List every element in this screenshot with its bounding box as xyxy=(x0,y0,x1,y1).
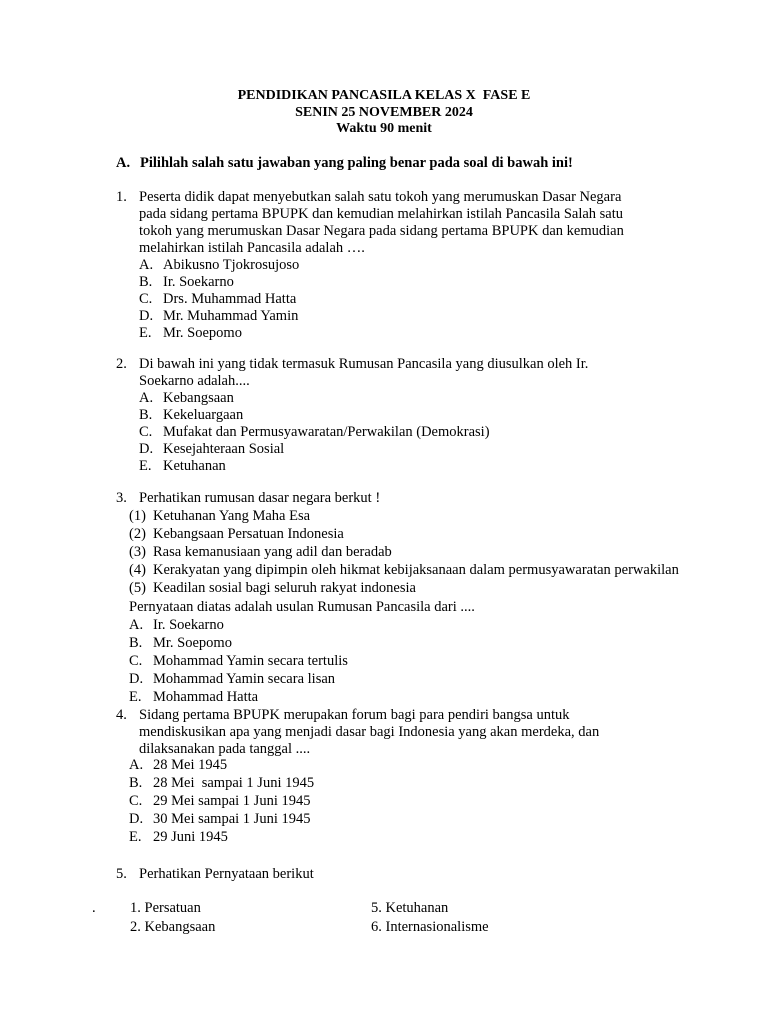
question-statement: Pernyataan diatas adalah usulan Rumusan Pancasila dari .... xyxy=(129,599,475,615)
option-a xyxy=(139,257,736,274)
question-text xyxy=(139,189,736,342)
option-letter: B. xyxy=(139,274,153,290)
question-4 xyxy=(116,707,736,758)
option-text: Mohammad Hatta xyxy=(153,689,259,705)
question-number: 4. xyxy=(116,707,127,723)
option-text: Kesejahteraan Sosial xyxy=(163,441,285,457)
option-text: Mr. Soepomo xyxy=(153,635,232,651)
option-list xyxy=(139,390,736,475)
question-2 xyxy=(116,356,736,475)
question-line: tokoh yang merumuskan Dasar Negara pada sidang pertama BPUPK dan kemudian xyxy=(139,223,624,239)
option-text: 28 Mei sampai 1 Juni 1945 xyxy=(153,775,315,791)
option-text: Drs. Muhammad Hatta xyxy=(163,291,297,307)
option-text: 30 Mei sampai 1 Juni 1945 xyxy=(153,811,311,827)
question-line: Sidang pertama BPUPK merupakan forum bagi para pendiri bangsa untuk xyxy=(139,707,570,723)
question-number: 3. xyxy=(116,490,127,506)
option-b xyxy=(139,407,736,424)
formula-number: (4) xyxy=(129,562,146,578)
formula-number: (5) xyxy=(129,580,146,596)
statement-item: 1. Persatuan xyxy=(130,900,201,916)
formula-text: Ketuhanan Yang Maha Esa xyxy=(153,508,311,524)
stray-marker: . xyxy=(92,900,96,916)
option-text: 29 Juni 1945 xyxy=(153,829,228,845)
option-letter: A. xyxy=(139,390,154,406)
option-letter: C. xyxy=(139,424,153,440)
exam-title: PENDIDIKAN PANCASILA KELAS X FASE E xyxy=(237,88,531,103)
question-number: 1. xyxy=(116,189,127,205)
question-1 xyxy=(116,189,736,342)
option-b xyxy=(139,274,736,291)
option-text: Mohammad Yamin secara tertulis xyxy=(153,653,348,669)
question-line: Peserta didik dapat menyebutkan salah satu tokoh yang merumuskan Dasar Negara xyxy=(139,189,622,205)
option-text: Mr. Muhammad Yamin xyxy=(163,308,299,324)
option-letter: A. xyxy=(129,617,144,633)
option-text: Mr. Soepomo xyxy=(163,325,242,341)
question-line: Soekarno adalah.... xyxy=(139,373,250,389)
option-text: 29 Mei sampai 1 Juni 1945 xyxy=(153,793,311,809)
option-letter: E. xyxy=(139,458,152,474)
question-text xyxy=(139,707,736,758)
option-letter: B. xyxy=(129,775,143,791)
option-letter: D. xyxy=(139,308,154,324)
option-letter: D. xyxy=(129,671,144,687)
statement-item: 5. Ketuhanan xyxy=(371,900,449,916)
statement-list-right xyxy=(371,900,489,938)
question-3 xyxy=(116,490,736,507)
option-letter: E. xyxy=(139,325,152,341)
question-number: 2. xyxy=(116,356,127,372)
formula-number: (3) xyxy=(129,544,146,560)
option-letter: B. xyxy=(129,635,143,651)
section-text: Pilihlah salah satu jawaban yang paling benar pada soal di bawah ini! xyxy=(140,155,573,171)
option-a xyxy=(139,390,736,407)
option-text: Ketuhanan xyxy=(163,458,226,474)
question-line: pada sidang pertama BPUPK dan kemudian melahirkan istilah Pancasila Salah satu xyxy=(139,206,624,222)
question-text xyxy=(139,356,736,475)
statement-list-left xyxy=(130,900,215,938)
question-line: dilaksanakan pada tanggal .... xyxy=(139,741,311,757)
option-letter: C. xyxy=(129,653,143,669)
option-e xyxy=(139,325,736,342)
section-label: A. xyxy=(116,155,131,171)
option-letter: C. xyxy=(129,793,143,809)
option-text: Ir. Soekarno xyxy=(153,617,224,633)
option-letter: E. xyxy=(129,689,142,705)
option-text: Ir. Soekarno xyxy=(163,274,234,290)
option-list xyxy=(139,257,736,342)
option-c xyxy=(139,424,736,441)
option-d xyxy=(139,308,736,325)
formula-text: Keadilan sosial bagi seluruh rakyat indonesia xyxy=(153,580,416,596)
statement-item: 2. Kebangsaan xyxy=(130,919,216,935)
section-instruction xyxy=(116,155,573,172)
option-text: Mohammad Yamin secara lisan xyxy=(153,671,336,687)
statement-item: 6. Internasionalisme xyxy=(371,919,489,935)
formula-text: Rasa kemanusiaan yang adil dan beradab xyxy=(153,544,392,560)
question-line: melahirkan istilah Pancasila adalah …. xyxy=(139,240,365,256)
exam-date: SENIN 25 NOVEMBER 2024 xyxy=(295,104,473,120)
option-letter: E. xyxy=(129,829,142,845)
option-letter: A. xyxy=(129,757,144,773)
formula-text: Kebangsaan Persatuan Indonesia xyxy=(153,526,344,542)
question-text: Perhatikan rumusan dasar negara berkut ! xyxy=(139,490,381,506)
option-letter: D. xyxy=(139,441,154,457)
question-line: Di bawah ini yang tidak termasuk Rumusan Pancasila yang diusulkan oleh Ir. xyxy=(139,356,589,372)
option-e xyxy=(139,458,736,475)
option-text: Kekeluargaan xyxy=(163,407,244,423)
option-letter: A. xyxy=(139,257,154,273)
question-text: Perhatikan Pernyataan berikut xyxy=(139,866,314,882)
exam-header xyxy=(0,88,768,138)
option-text: 28 Mei 1945 xyxy=(153,757,228,773)
formula-number: (2) xyxy=(129,526,146,542)
option-text: Abikusno Tjokrosujoso xyxy=(163,257,300,273)
exam-duration: Waktu 90 menit xyxy=(336,121,432,136)
option-letter: D. xyxy=(129,811,144,827)
formula-text: Kerakyatan yang dipimpin oleh hikmat kebijaksanaan dalam permusyawaratan perwakilan xyxy=(153,562,679,578)
option-text: Kebangsaan xyxy=(163,390,234,406)
question-line: mendiskusikan apa yang menjadi dasar bagi Indonesia yang akan merdeka, dan xyxy=(139,724,600,740)
option-letter: C. xyxy=(139,291,153,307)
formula-number: (1) xyxy=(129,508,146,524)
option-letter: B. xyxy=(139,407,153,423)
question-number: 5. xyxy=(116,866,127,882)
option-d xyxy=(139,441,736,458)
option-c xyxy=(139,291,736,308)
question-5 xyxy=(116,866,736,883)
option-text: Mufakat dan Permusyawaratan/Perwakilan (Demokrasi) xyxy=(163,424,490,440)
